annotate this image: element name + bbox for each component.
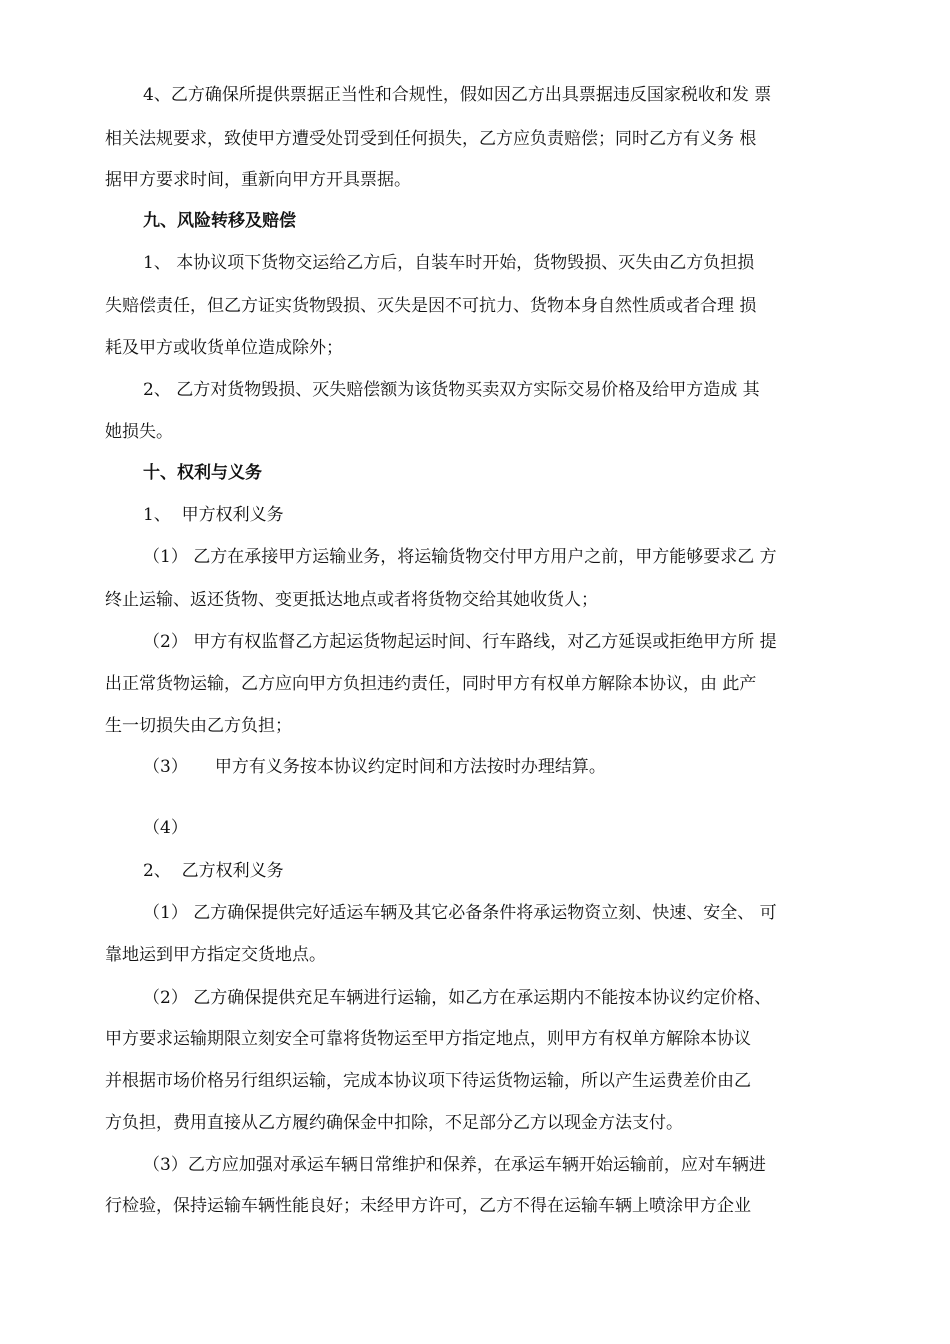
clause-4-line-1: 4、乙方确保所提供票据正当性和合规性，假如因乙方出具票据违反国家税收和发 票 — [143, 85, 772, 105]
party-a-item-1-line-2: 终止运输、返还货物、变更抵达地点或者将货物交给其她收货人； — [105, 590, 598, 610]
section-9-heading: 九、风险转移及赔偿 — [143, 211, 296, 231]
subsection-party-b-title: 2、 乙方权利义务 — [143, 861, 284, 881]
section-10-heading: 十、权利与义务 — [143, 463, 262, 483]
clause-9-2-line-1: 2、 乙方对货物毁损、灭失赔偿额为该货物买卖双方实际交易价格及给甲方造成 其 — [143, 380, 760, 400]
party-b-item-2-line-4: 方负担，费用直接从乙方履约确保金中扣除，不足部分乙方以现金方法支付。 — [105, 1113, 683, 1133]
party-a-item-2-line-1: （2） 甲方有权监督乙方起运货物起运时间、行车路线，对乙方延误或拒绝甲方所 提 — [143, 632, 777, 652]
party-b-item-3-line-1: （3）乙方应加强对承运车辆日常维护和保养，在承运车辆开始运输前，应对车辆进 — [143, 1155, 766, 1175]
party-b-item-2-line-2: 甲方要求运输期限立刻安全可靠将货物运至甲方指定地点，则甲方有权单方解除本协议 — [105, 1029, 751, 1049]
party-a-item-1-line-1: （1） 乙方在承接甲方运输业务，将运输货物交付甲方用户之前，甲方能够要求乙 方 — [143, 547, 777, 567]
party-a-item-4: （4） — [143, 818, 188, 838]
party-a-item-3: （3） 甲方有义务按本协议约定时间和方法按时办理结算。 — [143, 757, 606, 777]
party-a-item-2-line-3: 生一切损失由乙方负担； — [105, 716, 292, 736]
subsection-party-a-title: 1、 甲方权利义务 — [143, 505, 284, 525]
party-b-item-1-line-1: （1） 乙方确保提供完好适运车辆及其它必备条件将承运物资立刻、快速、安全、 可 — [143, 903, 777, 923]
clause-9-1-line-3: 耗及甲方或收货单位造成除外； — [105, 338, 343, 358]
party-b-item-2-line-1: （2） 乙方确保提供充足车辆进行运输，如乙方在承运期内不能按本协议约定价格、 — [143, 988, 772, 1008]
clause-9-2-line-2: 她损失。 — [105, 422, 173, 442]
clause-4-line-3: 据甲方要求时间，重新向甲方开具票据。 — [105, 170, 411, 190]
party-a-item-2-line-2: 出正常货物运输，乙方应向甲方负担违约责任，同时甲方有权单方解除本协议，由 此产 — [105, 674, 757, 694]
party-b-item-2-line-3: 并根据市场价格另行组织运输，完成本协议项下待运货物运输，所以产生运费差价由乙 — [105, 1071, 751, 1091]
party-b-item-3-line-2: 行检验，保持运输车辆性能良好；未经甲方许可，乙方不得在运输车辆上喷涂甲方企业 — [105, 1196, 751, 1216]
clause-4-line-2: 相关法规要求，致使甲方遭受处罚受到任何损失，乙方应负责赔偿；同时乙方有义务 根 — [105, 129, 757, 149]
clause-9-1-line-2: 失赔偿责任，但乙方证实货物毁损、灭失是因不可抗力、货物本身自然性质或者合理 损 — [105, 296, 757, 316]
clause-9-1-line-1: 1、 本协议项下货物交运给乙方后，自装车时开始，货物毁损、灭失由乙方负担损 — [143, 253, 755, 273]
party-b-item-1-line-2: 靠地运到甲方指定交货地点。 — [105, 945, 326, 965]
